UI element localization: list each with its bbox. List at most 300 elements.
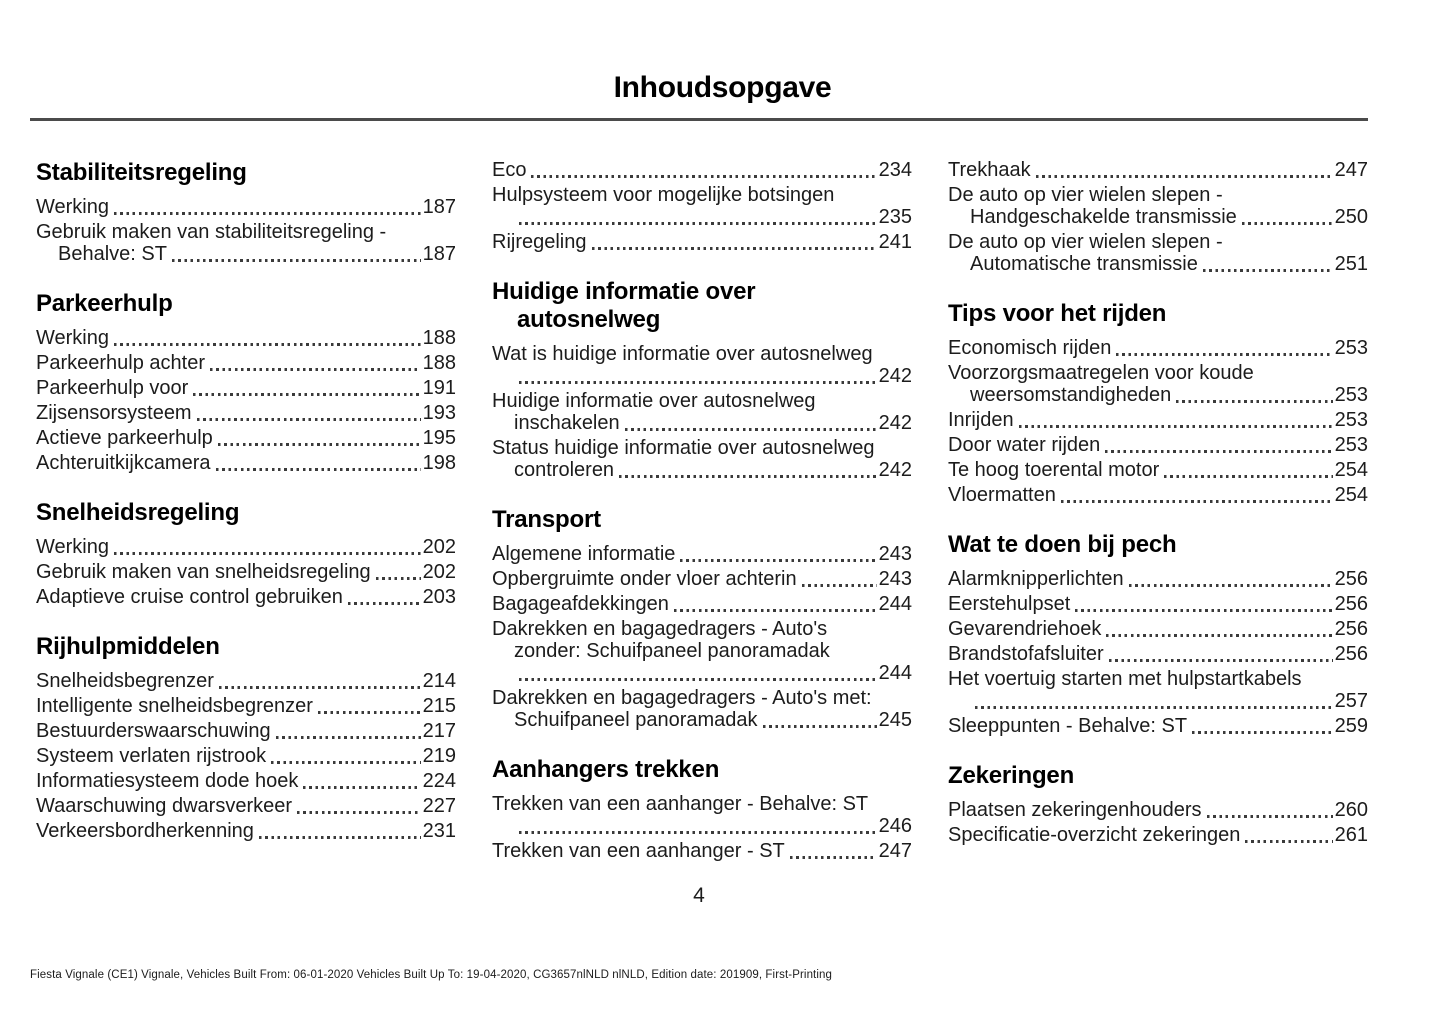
entry-page-number: 224	[422, 770, 456, 792]
toc-entry-line	[36, 586, 456, 608]
toc-entry-line	[36, 795, 456, 817]
toc-entry	[36, 795, 456, 817]
dot-leader	[1036, 175, 1333, 178]
entry-label: Huidige informatie over autosnelweg	[492, 390, 816, 412]
entry-label: Status huidige informatie over autosnelweg	[492, 437, 875, 459]
dot-leader	[271, 761, 421, 764]
entry-label: Specificatie-overzicht zekeringen	[948, 824, 1241, 846]
entry-page-number: 246	[878, 815, 912, 837]
dot-leader	[674, 609, 877, 612]
entry-page-number: 187	[422, 243, 456, 265]
toc-entry-line	[492, 568, 912, 590]
entry-label: Het voertuig starten met hulpstartkabels	[948, 668, 1302, 690]
dot-leader	[1245, 840, 1332, 843]
toc-entry	[948, 337, 1368, 359]
section-heading-line: Aanhangers trekken	[492, 756, 720, 783]
entry-label: Trekken van een aanhanger - Behalve: ST	[492, 793, 869, 815]
entry-label: Trekhaak	[948, 159, 1031, 181]
dot-leader	[519, 831, 877, 834]
toc-entry-line	[948, 593, 1368, 615]
entry-label: Systeem verlaten rijstrook	[36, 745, 267, 767]
toc-entry	[492, 840, 912, 862]
section-heading	[492, 506, 912, 534]
dot-leader	[197, 418, 421, 421]
entry-label: Behalve: ST	[58, 243, 167, 265]
entry-page-number: 243	[878, 568, 912, 590]
dot-leader	[592, 247, 877, 250]
toc-entry-line	[36, 745, 456, 767]
toc-entry-line	[948, 715, 1368, 737]
toc-section	[36, 290, 456, 474]
dot-leader	[975, 706, 1333, 709]
toc-entry-line	[948, 618, 1368, 640]
toc-entry	[492, 793, 912, 837]
toc-entry	[36, 402, 456, 424]
entry-label: controleren	[514, 459, 615, 481]
entry-page-number: 256	[1334, 618, 1368, 640]
entry-label: Waarschuwing dwarsverkeer	[36, 795, 293, 817]
toc-entry	[948, 409, 1368, 431]
section-heading-line: Stabiliteitsregeling	[36, 159, 247, 186]
toc-entry-line	[492, 365, 912, 387]
entry-label: Te hoog toerental motor	[948, 459, 1160, 481]
entry-page-number: 242	[878, 459, 912, 481]
toc-entry	[36, 327, 456, 349]
entry-label: Verkeersbordherkenning	[36, 820, 254, 842]
section-heading	[36, 499, 456, 527]
toc-entry-line	[492, 543, 912, 565]
toc-entry-line	[948, 206, 1368, 228]
section-heading-line: autosnelweg	[517, 306, 661, 333]
toc-entry-line	[492, 709, 912, 731]
dot-leader	[1109, 659, 1333, 662]
entry-page-number: 191	[422, 377, 456, 399]
entry-label: Inrijden	[948, 409, 1014, 431]
entry-page-number: 261	[1334, 824, 1368, 846]
dot-leader	[1061, 500, 1333, 503]
entry-page-number: 187	[422, 196, 456, 218]
entry-label: Vloermatten	[948, 484, 1056, 506]
entry-label: Gebruik maken van snelheidsregeling	[36, 561, 371, 583]
section-heading	[36, 633, 456, 661]
dot-leader	[763, 725, 877, 728]
toc-entry	[492, 568, 912, 590]
toc-entry-line	[492, 437, 912, 459]
toc-entry	[36, 820, 456, 842]
toc-section	[492, 506, 912, 731]
entry-page-number: 214	[422, 670, 456, 692]
toc-column-3	[948, 159, 1368, 865]
section-heading	[948, 300, 1368, 328]
entry-label: Algemene informatie	[492, 543, 676, 565]
toc-entry-line	[36, 720, 456, 742]
entry-page-number: 231	[422, 820, 456, 842]
toc-entry	[36, 377, 456, 399]
toc-entry	[948, 362, 1368, 406]
entry-label: Door water rijden	[948, 434, 1101, 456]
entry-page-number: 202	[422, 536, 456, 558]
dot-leader	[1116, 353, 1332, 356]
entry-label: Adaptieve cruise control gebruiken	[36, 586, 343, 608]
toc-entry-line	[492, 159, 912, 181]
dot-leader	[1019, 425, 1333, 428]
section-heading-line: Zekeringen	[948, 762, 1075, 789]
toc-entry	[492, 593, 912, 615]
toc-entry-line	[492, 618, 912, 640]
toc-section	[948, 762, 1368, 846]
entry-label: Parkeerhulp achter	[36, 352, 205, 374]
dot-leader	[114, 343, 421, 346]
toc-entry	[948, 715, 1368, 737]
entry-page-number: 188	[422, 327, 456, 349]
toc-entry-line	[492, 231, 912, 253]
section-heading-line: Parkeerhulp	[36, 290, 173, 317]
toc-entry-line	[492, 687, 912, 709]
toc-entry-line	[948, 668, 1368, 690]
entry-label: Handgeschakelde transmissie	[970, 206, 1237, 228]
dot-leader	[1242, 222, 1333, 225]
toc-section	[36, 633, 456, 842]
toc-entry-line	[492, 793, 912, 815]
toc-entry-line	[948, 384, 1368, 406]
toc-entry	[948, 184, 1368, 228]
entry-page-number: 242	[878, 412, 912, 434]
entry-label: Sleeppunten - Behalve: ST	[948, 715, 1188, 737]
entry-label: Brandstofafsluiter	[948, 643, 1104, 665]
entry-label: Dakrekken en bagagedragers - Auto's	[492, 618, 828, 640]
toc-section	[948, 159, 1368, 275]
dot-leader	[172, 259, 421, 262]
entry-label: Plaatsen zekeringenhouders	[948, 799, 1202, 821]
toc-entry-line	[492, 459, 912, 481]
dot-leader	[531, 175, 876, 178]
entry-page-number: 244	[878, 593, 912, 615]
toc-entry	[36, 221, 456, 265]
toc-entry-line	[492, 184, 912, 206]
section-heading-line: Huidige informatie over	[492, 278, 756, 305]
entry-page-number: 254	[1334, 459, 1368, 481]
toc-entry-line	[948, 824, 1368, 846]
entry-label: De auto op vier wielen slepen -	[948, 184, 1223, 206]
entry-page-number: 202	[422, 561, 456, 583]
toc-entry	[36, 670, 456, 692]
section-heading-line: Rijhulpmiddelen	[36, 633, 220, 660]
entry-page-number: 203	[422, 586, 456, 608]
toc-entry-line	[948, 409, 1368, 431]
page-title: Inhoudsopgave	[613, 71, 832, 104]
entry-label: Actieve parkeerhulp	[36, 427, 213, 449]
toc-entry	[36, 427, 456, 449]
entry-page-number: 227	[422, 795, 456, 817]
entry-page-number: 242	[878, 365, 912, 387]
entry-label: Informatiesysteem dode hoek	[36, 770, 299, 792]
entry-page-number: 243	[878, 543, 912, 565]
toc-section	[36, 499, 456, 608]
toc-entry	[948, 568, 1368, 590]
entry-page-number: 244	[878, 662, 912, 684]
toc-entry	[36, 720, 456, 742]
toc-entry	[36, 695, 456, 717]
entry-page-number: 234	[878, 159, 912, 181]
entry-label: Parkeerhulp voor	[36, 377, 189, 399]
toc-entry-line	[492, 840, 912, 862]
toc-entry	[948, 824, 1368, 846]
entry-label: Economisch rijden	[948, 337, 1112, 359]
entry-page-number: 254	[1334, 484, 1368, 506]
dot-leader	[216, 468, 421, 471]
toc-section	[492, 278, 912, 481]
entry-label: weersomstandigheden	[970, 384, 1172, 406]
toc-entry-line	[36, 377, 456, 399]
entry-label: Rijregeling	[492, 231, 587, 253]
entry-page-number: 256	[1334, 568, 1368, 590]
dot-leader	[114, 212, 421, 215]
entry-label: Dakrekken en bagagedragers - Auto's met:	[492, 687, 872, 709]
entry-page-number: 253	[1334, 434, 1368, 456]
toc-entry-line	[36, 452, 456, 474]
toc-entry-line	[36, 536, 456, 558]
toc-entry-line	[492, 593, 912, 615]
toc-entry	[492, 543, 912, 565]
entry-label: Trekken van een aanhanger - ST	[492, 840, 785, 862]
toc-entry-line	[36, 770, 456, 792]
toc-entry-line	[36, 196, 456, 218]
toc-entry	[36, 536, 456, 558]
toc-entry	[948, 434, 1368, 456]
dot-leader	[1129, 584, 1333, 587]
section-heading-line: Tips voor het rijden	[948, 300, 1167, 327]
toc-entry	[492, 231, 912, 253]
toc-entry	[36, 196, 456, 218]
entry-label: Intelligente snelheidsbegrenzer	[36, 695, 313, 717]
entry-page-number: 259	[1334, 715, 1368, 737]
toc-entry	[948, 618, 1368, 640]
toc-column-2	[492, 159, 912, 865]
toc-section	[948, 531, 1368, 737]
dot-leader	[1207, 815, 1333, 818]
toc-columns	[36, 159, 1398, 865]
dot-leader	[790, 856, 877, 859]
entry-label: Bestuurderswaarschuwing	[36, 720, 271, 742]
dot-leader	[519, 678, 877, 681]
entry-label: Snelheidsbegrenzer	[36, 670, 214, 692]
toc-column-1	[36, 159, 456, 865]
toc-entry-line	[36, 352, 456, 374]
entry-label: Werking	[36, 196, 109, 218]
entry-label: Alarmknipperlichten	[948, 568, 1124, 590]
toc-entry-line	[948, 643, 1368, 665]
toc-entry-line	[948, 159, 1368, 181]
toc-entry-line	[948, 184, 1368, 206]
section-heading	[36, 290, 456, 318]
toc-entry-line	[36, 402, 456, 424]
entry-page-number: 247	[878, 840, 912, 862]
section-heading	[36, 159, 456, 187]
entry-page-number: 253	[1334, 337, 1368, 359]
entry-page-number: 235	[878, 206, 912, 228]
toc-section	[36, 159, 456, 265]
section-heading	[948, 531, 1368, 559]
dot-leader	[376, 577, 421, 580]
toc-entry	[948, 799, 1368, 821]
toc-entry-line	[36, 221, 456, 243]
entry-page-number: 195	[422, 427, 456, 449]
entry-label: Schuifpaneel panoramadak	[514, 709, 758, 731]
toc-entry-line	[948, 799, 1368, 821]
toc-entry	[492, 687, 912, 731]
toc-entry-line	[36, 327, 456, 349]
dot-leader	[619, 475, 877, 478]
toc-entry	[948, 643, 1368, 665]
entry-page-number: 251	[1334, 253, 1368, 275]
section-heading-line: Wat te doen bij pech	[948, 531, 1177, 558]
entry-label: Gebruik maken van stabiliteitsregeling -	[36, 221, 387, 243]
toc-entry-line	[492, 343, 912, 365]
toc-entry-line	[948, 484, 1368, 506]
entry-page-number: 245	[878, 709, 912, 731]
entry-label: Automatische transmissie	[970, 253, 1198, 275]
toc-entry	[948, 459, 1368, 481]
toc-entry	[492, 618, 912, 684]
entry-page-number: 247	[1334, 159, 1368, 181]
entry-page-number: 193	[422, 402, 456, 424]
header-rule	[30, 118, 1368, 121]
entry-label: Werking	[36, 327, 109, 349]
entry-label: inschakelen	[514, 412, 620, 434]
footer-text: Fiesta Vignale (CE1) Vignale, Vehicles Built From: 06-01-2020 Vehicles Built Up To: 19-04-2020, CG3657nlNLD nlNLD, Edition date: 201909, First-Printing	[30, 969, 833, 981]
entry-label: Gevarendriehoek	[948, 618, 1102, 640]
dot-leader	[218, 443, 421, 446]
toc-entry-line	[36, 695, 456, 717]
toc-entry-line	[948, 337, 1368, 359]
toc-entry-line	[36, 561, 456, 583]
entry-label: Werking	[36, 536, 109, 558]
toc-entry	[492, 159, 912, 181]
entry-page-number: 188	[422, 352, 456, 374]
entry-page-number: 241	[878, 231, 912, 253]
entry-page-number: 260	[1334, 799, 1368, 821]
toc-entry	[492, 184, 912, 228]
entry-page-number: 256	[1334, 593, 1368, 615]
toc-entry-line	[948, 459, 1368, 481]
entry-page-number: 253	[1334, 409, 1368, 431]
entry-label: De auto op vier wielen slepen -	[948, 231, 1223, 253]
toc-entry	[36, 770, 456, 792]
dot-leader	[303, 786, 420, 789]
toc-entry-line	[948, 568, 1368, 590]
dot-leader	[219, 686, 421, 689]
dot-leader	[276, 736, 421, 739]
toc-entry	[36, 452, 456, 474]
section-heading-line: Snelheidsregeling	[36, 499, 240, 526]
dot-leader	[1176, 400, 1332, 403]
toc-entry-line	[492, 815, 912, 837]
dot-leader	[1164, 475, 1332, 478]
toc-entry	[948, 159, 1368, 181]
toc-entry-line	[492, 662, 912, 684]
toc-entry-line	[36, 670, 456, 692]
dot-leader	[625, 428, 877, 431]
dot-leader	[348, 602, 421, 605]
entry-label: Hulpsysteem voor mogelijke botsingen	[492, 184, 835, 206]
section-heading-line: Transport	[492, 506, 601, 533]
entry-label: zonder: Schuifpaneel panoramadak	[514, 640, 830, 662]
toc-section	[492, 159, 912, 253]
entry-page-number: 250	[1334, 206, 1368, 228]
toc-entry	[36, 745, 456, 767]
entry-label: Eco	[492, 159, 527, 181]
toc-section	[948, 300, 1368, 506]
dot-leader	[1106, 634, 1332, 637]
dot-leader	[1075, 609, 1332, 612]
toc-entry-line	[492, 390, 912, 412]
dot-leader	[193, 393, 420, 396]
entry-page-number: 219	[422, 745, 456, 767]
dot-leader	[519, 381, 877, 384]
toc-entry	[948, 484, 1368, 506]
entry-page-number: 257	[1334, 690, 1368, 712]
toc-entry-line	[36, 243, 456, 265]
dot-leader	[210, 368, 421, 371]
entry-page-number: 253	[1334, 384, 1368, 406]
entry-page-number: 215	[422, 695, 456, 717]
toc-entry	[948, 668, 1368, 712]
entry-label: Achteruitkijkcamera	[36, 452, 211, 474]
entry-page-number: 217	[422, 720, 456, 742]
page-number: 4	[693, 884, 705, 907]
toc-entry-line	[948, 231, 1368, 253]
dot-leader	[1203, 269, 1333, 272]
entry-label: Voorzorgsmaatregelen voor koude	[948, 362, 1254, 384]
toc-entry-line	[948, 253, 1368, 275]
section-heading	[492, 278, 912, 334]
toc-entry	[492, 437, 912, 481]
toc-entry-line	[948, 434, 1368, 456]
entry-page-number: 256	[1334, 643, 1368, 665]
dot-leader	[1192, 731, 1333, 734]
entry-label: Bagageafdekkingen	[492, 593, 669, 615]
entry-label: Zijsensorsysteem	[36, 402, 192, 424]
entry-label: Opbergruimte onder vloer achterin	[492, 568, 797, 590]
toc-entry-line	[492, 640, 912, 662]
entry-label: Wat is huidige informatie over autosnelweg	[492, 343, 873, 365]
dot-leader	[680, 559, 876, 562]
toc-entry-line	[948, 362, 1368, 384]
entry-page-number: 198	[422, 452, 456, 474]
dot-leader	[114, 552, 421, 555]
dot-leader	[519, 222, 877, 225]
toc-entry	[492, 390, 912, 434]
dot-leader	[1105, 450, 1332, 453]
toc-entry-line	[36, 820, 456, 842]
toc-entry	[36, 561, 456, 583]
section-heading	[492, 756, 912, 784]
dot-leader	[802, 584, 877, 587]
toc-entry-line	[36, 427, 456, 449]
toc-entry	[36, 586, 456, 608]
toc-entry	[36, 352, 456, 374]
toc-section	[492, 756, 912, 862]
toc-entry	[948, 231, 1368, 275]
dot-leader	[259, 836, 421, 839]
toc-entry	[492, 343, 912, 387]
dot-leader	[318, 711, 421, 714]
toc-entry-line	[492, 412, 912, 434]
toc-entry-line	[492, 206, 912, 228]
dot-leader	[297, 811, 421, 814]
toc-entry	[948, 593, 1368, 615]
toc-entry-line	[948, 690, 1368, 712]
